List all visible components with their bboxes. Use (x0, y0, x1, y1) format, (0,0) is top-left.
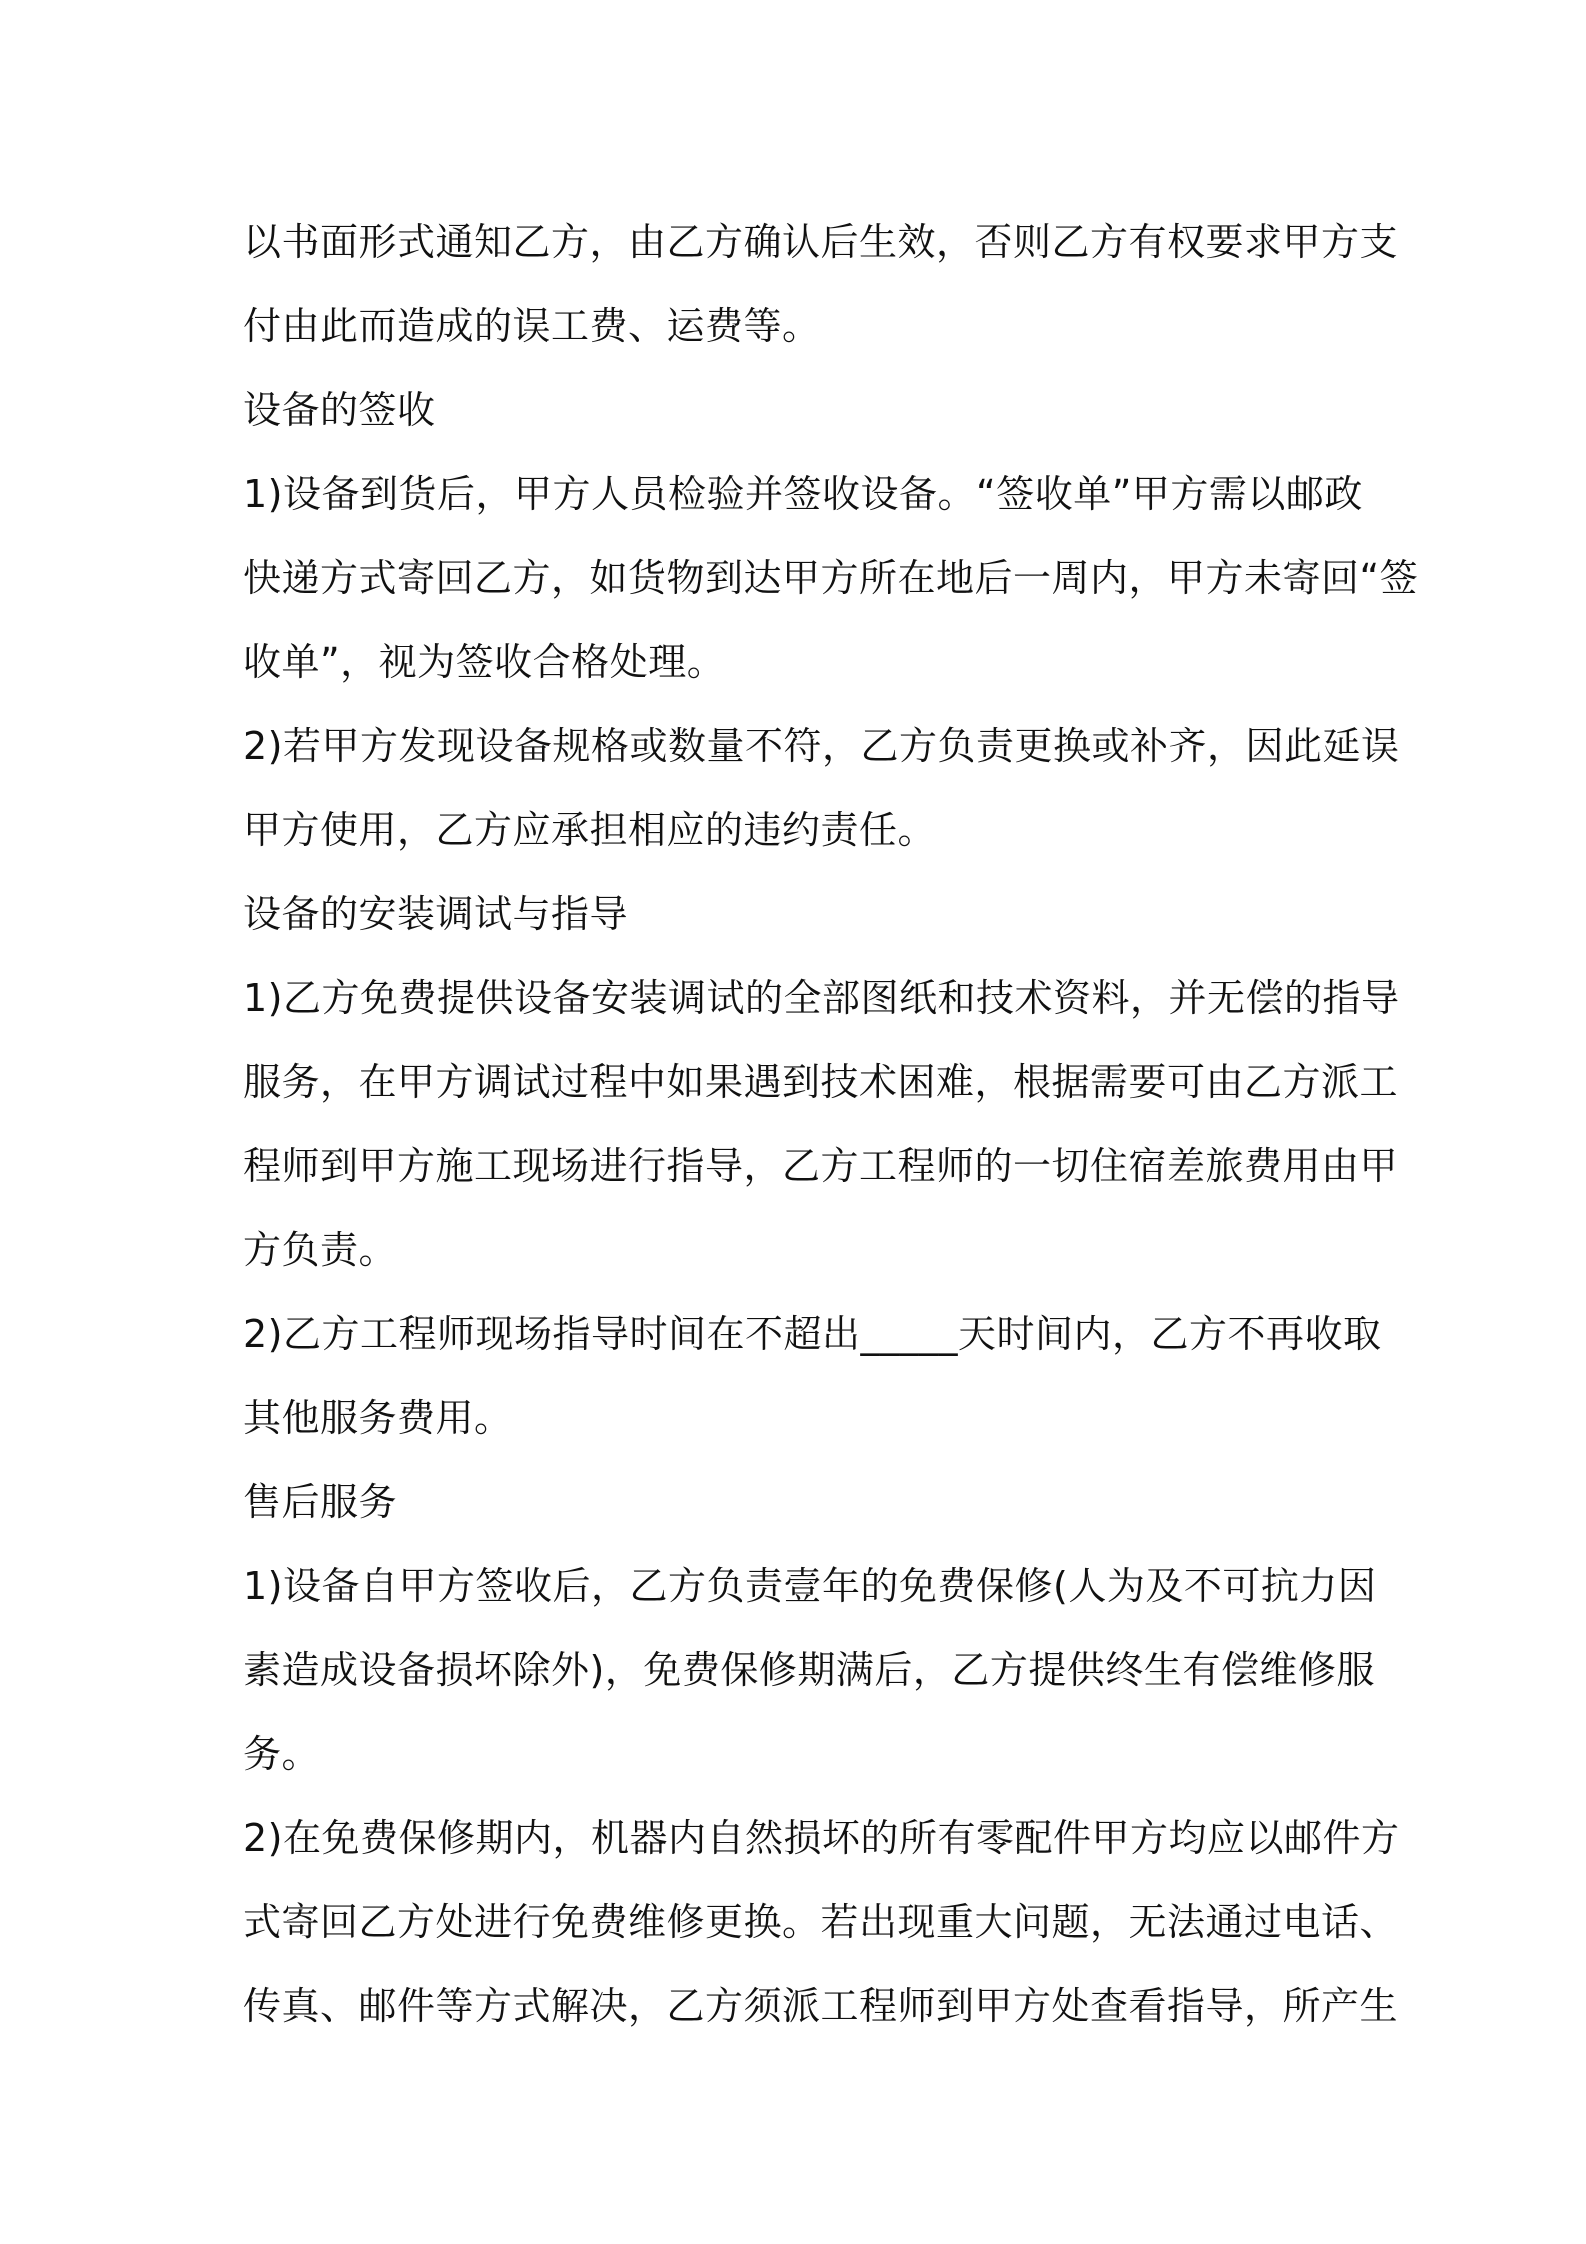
body-text-line: 方负责。 (243, 1228, 398, 1272)
body-text-line: 程师到甲方施工现场进行指导，乙方工程师的一切住宿差旅费用由甲 (243, 1144, 1399, 1188)
body-text-line: 快递方式寄回乙方，如货物到达甲方所在地后一周内，甲方未寄回“签 (243, 556, 1419, 600)
body-text-line: 1)乙方免费提供设备安装调试的全部图纸和技术资料，并无偿的指导 (243, 976, 1400, 1020)
body-text-line: 2)乙方工程师现场指导时间在不超出_____天时间内，乙方不再收取 (243, 1312, 1382, 1356)
body-text-line: 务。 (243, 1732, 321, 1776)
body-text-line: 2)若甲方发现设备规格或数量不符，乙方负责更换或补齐，因此延误 (243, 724, 1400, 768)
body-text-line: 式寄回乙方处进行免费维修更换。若出现重大问题，无法通过电话、 (243, 1900, 1399, 1944)
body-text-line: 收单”，视为签收合格处理。 (243, 640, 726, 684)
body-text-line: 其他服务费用。 (243, 1396, 513, 1440)
section-heading: 设备的签收 (243, 388, 436, 432)
body-text-line: 以书面形式通知乙方，由乙方确认后生效，否则乙方有权要求甲方支 (243, 220, 1399, 264)
body-text-line: 2)在免费保修期内，机器内自然损坏的所有零配件甲方均应以邮件方 (243, 1816, 1400, 1860)
document-body (243, 200, 1419, 2048)
body-text-line: 素造成设备损坏除外)，免费保修期满后，乙方提供终生有偿维修服 (243, 1648, 1375, 1692)
body-text-line: 甲方使用，乙方应承担相应的违约责任。 (243, 808, 937, 852)
body-text-line: 1)设备自甲方签收后，乙方负责壹年的免费保修(人为及不可抗力因 (243, 1564, 1377, 1608)
body-text-line: 1)设备到货后，甲方人员检验并签收设备。“签收单”甲方需以邮政 (243, 472, 1363, 516)
body-text-line: 传真、邮件等方式解决，乙方须派工程师到甲方处查看指导，所产生 (243, 1984, 1399, 2028)
section-heading: 售后服务 (243, 1480, 398, 1524)
section-heading: 设备的安装调试与指导 (243, 892, 629, 936)
body-text-line: 服务，在甲方调试过程中如果遇到技术困难，根据需要可由乙方派工 (243, 1060, 1399, 1104)
body-text-line: 付由此而造成的误工费、运费等。 (243, 304, 821, 348)
